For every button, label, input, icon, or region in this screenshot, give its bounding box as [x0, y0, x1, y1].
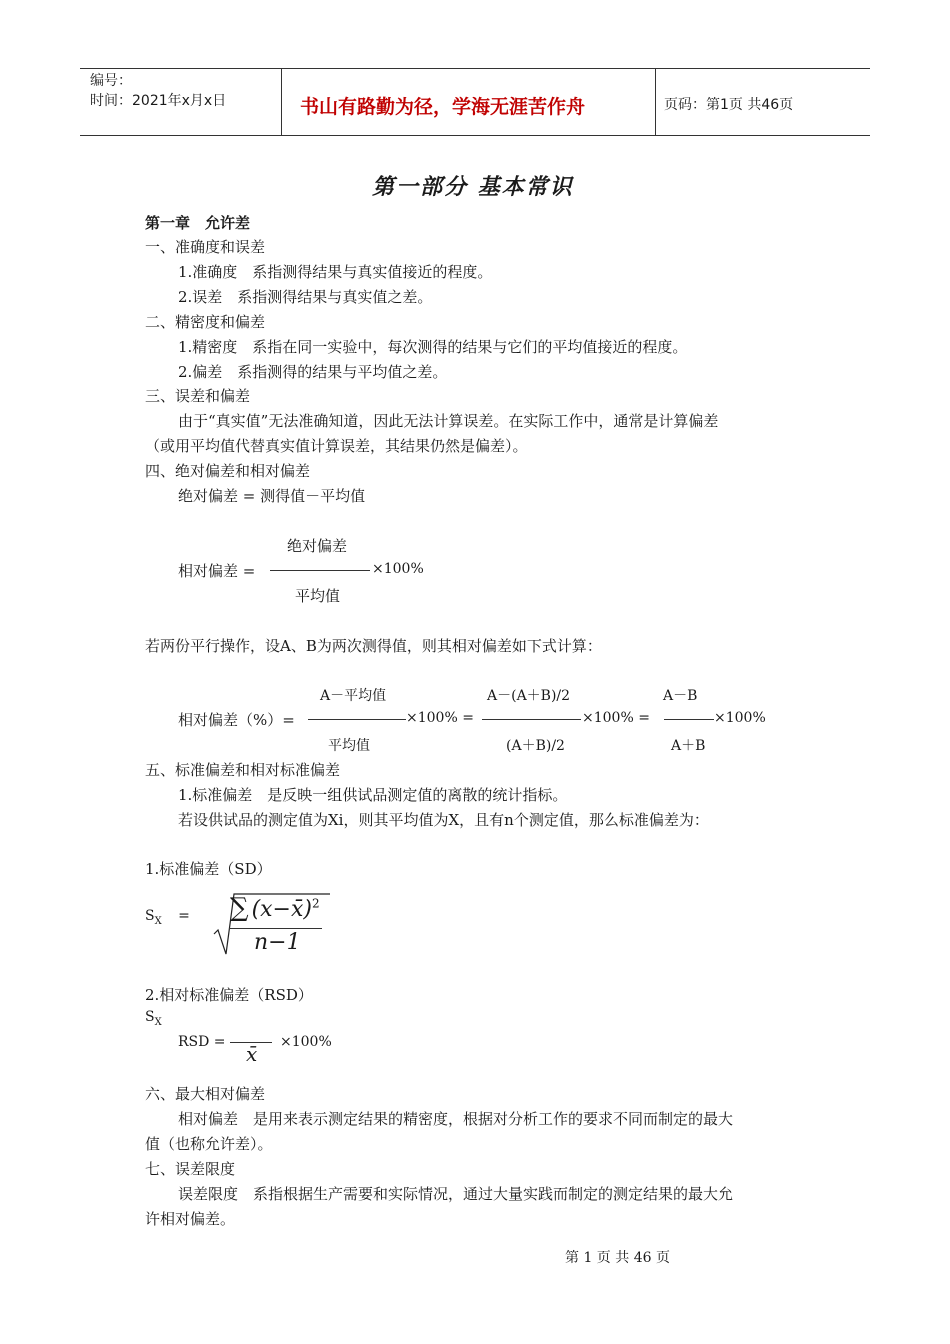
pf-numerator-3: A－B: [663, 688, 698, 704]
section-2-heading: 二、精密度和偏差: [145, 313, 266, 331]
section-5-item-1-cont: 若设供试品的测定值为Xi，则其平均值为X，且有n个测定值，那么标准偏差为：: [178, 811, 709, 829]
section-2-item-2: 2.偏差 系指测得的结果与平均值之差。: [178, 363, 448, 381]
section-1-item-1: 1.准确度 系指测得结果与真实值接近的程度。: [178, 263, 493, 281]
section-3-heading: 三、误差和偏差: [145, 387, 251, 405]
rsd-heading: 2.相对标准偏差（RSD）: [145, 986, 313, 1004]
rel-dev-label: 相对偏差 =: [178, 562, 256, 580]
pf-label: 相对偏差（%）=: [178, 711, 295, 729]
section-6-para-line-2: 值（也称允许差）。: [145, 1135, 273, 1153]
header-bottom-border: [80, 135, 870, 136]
section-3-para-line-1: 由于“真实值”无法准确知道，因此无法计算误差。在实际工作中，通常是计算偏差: [178, 412, 719, 430]
rsd-label: RSD =: [178, 1034, 226, 1050]
section-1-item-2: 2.误差 系指测得结果与真实值之差。: [178, 288, 433, 306]
section-5-item-1: 1.标准偏差 是反映一组供试品测定值的离散的统计指标。: [178, 786, 568, 804]
section-2-item-1: 1.精密度 系指在同一实验中，每次测得的结果与它们的平均值接近的程度。: [178, 338, 688, 356]
rel-dev-fraction-bar: [270, 570, 370, 571]
rsd-denominator: x̄: [246, 1042, 258, 1066]
sd-exponent: 2: [311, 896, 320, 911]
pf-times-2: ×100% =: [582, 710, 650, 726]
header-page-code: 页码：第1页 共46页: [664, 97, 794, 113]
section-7-para-line-2: 许相对偏差。: [145, 1210, 236, 1228]
sx-letter: S: [145, 908, 155, 924]
pf-denominator-2: (A＋B)/2: [506, 738, 565, 754]
rsd-numerator-subscript: X: [154, 1016, 162, 1028]
section-4-heading: 四、绝对偏差和相对偏差: [145, 462, 311, 480]
section-5-heading: 五、标准偏差和相对标准偏差: [145, 761, 341, 779]
rsd-numerator: [145, 1009, 162, 1028]
pf-fraction-bar-1: [308, 719, 406, 720]
pf-fraction-bar-3: [664, 719, 714, 720]
pf-times-1: ×100% =: [406, 710, 474, 726]
sd-heading: 1.标准偏差（SD）: [145, 860, 272, 878]
header-top-border: [80, 68, 870, 69]
pf-denominator-1: 平均值: [328, 738, 370, 754]
sd-numerator: [230, 893, 320, 923]
rsd-times: ×100%: [280, 1034, 332, 1050]
section-7-heading: 七、误差限度: [145, 1160, 236, 1178]
section-6-para-line-1: 相对偏差 是用来表示测定结果的精密度，根据对分析工作的要求不同而制定的最大: [178, 1110, 734, 1128]
sd-denominator: n−1: [254, 930, 301, 955]
pf-numerator-1: A－平均值: [320, 688, 387, 704]
rel-dev-numerator: 绝对偏差: [287, 537, 348, 555]
page-title: 第一部分 基本常识: [372, 174, 574, 200]
sd-fraction-bar: [229, 928, 322, 929]
summation-symbol: ∑: [230, 893, 249, 923]
rel-dev-denominator: 平均值: [295, 587, 341, 605]
pf-numerator-2: A－(A＋B)/2: [487, 688, 571, 704]
sx-equals: =: [178, 908, 190, 924]
pf-times-3: ×100%: [714, 710, 766, 726]
header-motto: 书山有路勤为径，学海无涯苦作舟: [300, 96, 586, 118]
header-date: 时间：2021年x月x日: [90, 93, 227, 109]
sx-symbol: [145, 908, 190, 927]
header-divider-left: [281, 68, 282, 136]
pf-denominator-3: A＋B: [671, 738, 706, 754]
sd-squared-term: (x−x̄): [251, 897, 312, 922]
section-7-para-line-1: 误差限度 系指根据生产需要和实际情况，通过大量实践而制定的测定结果的最大允: [178, 1185, 734, 1203]
rsd-numerator-letter: S: [145, 1009, 155, 1025]
header-divider-right: [655, 68, 656, 136]
parallel-text: 若两份平行操作，设A、B为两次测得值，则其相对偏差如下式计算：: [145, 637, 602, 655]
section-3-para-line-2: （或用平均值代替真实值计算误差，其结果仍然是偏差）。: [145, 437, 528, 455]
header-number-label: 编号：: [90, 73, 132, 89]
section-6-heading: 六、最大相对偏差: [145, 1085, 266, 1103]
rel-dev-times: ×100%: [372, 561, 424, 577]
page-footer: 第 1 页 共 46 页: [565, 1250, 670, 1266]
section-1-heading: 一、准确度和误差: [145, 238, 266, 256]
absolute-deviation-formula: 绝对偏差 = 测得值－平均值: [178, 487, 366, 505]
pf-fraction-bar-2: [482, 719, 581, 720]
chapter-heading: 第一章 允许差: [145, 214, 251, 232]
sx-subscript: X: [154, 915, 162, 927]
